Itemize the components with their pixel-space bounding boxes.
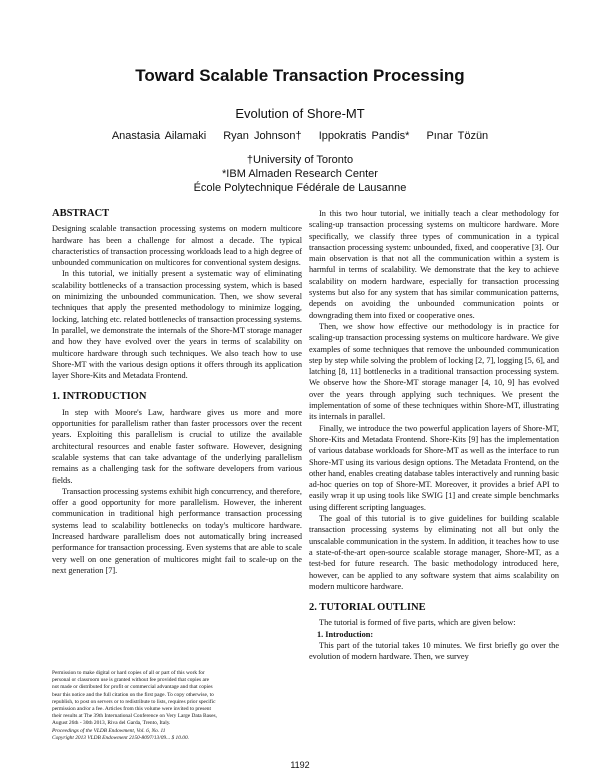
affiliation: *IBM Almaden Research Center: [222, 168, 378, 180]
author: Ryan Johnson†: [223, 130, 302, 142]
affiliation: †University of Toronto: [246, 154, 354, 166]
permission-notice: [52, 670, 302, 742]
paper-subtitle: Evolution of Shore-MT: [235, 106, 365, 121]
permission-line: August 26th - 30th 2013, Riva del Garda, Trento, Italy.: [52, 720, 171, 727]
body-paragraph: In this two hour tutorial, we initially teach a clear methodology for scaling-up transaction processing systems on multicore hardware. More specifically, we classify three types of communication in a typical transaction processing system: unbounded, fixed, and cooperative [3]. Our main observation is that not all the communication within a system is harmful in terms of scalability. We demonstrate that the key to achieve scalability on modern hardware, especially for transaction processing systems but also for any system that has similar communication patterns, depends on avoiding the unbounded communication points or downgrading them into fixed or cooperative ones.: [309, 209, 559, 320]
outline-heading: 2. TUTORIAL OUTLINE: [309, 602, 426, 614]
body-paragraph: The goal of this tutorial is to give guidelines for building scalable transaction processing systems by eliminating not all but only the unscalable communication in the system. In addition, it teaches how to use a state-of-the-art open-source scalable storage manager, Shore-MT, as a test-bed for future research. The basic methodology introduced here, however, can be applied to any software system that aims scalability on modern multicore hardware.: [309, 514, 559, 591]
permission-line: bear this notice and the full citation on the first page. To copy otherwise, to: [52, 691, 214, 698]
body-paragraph: Finally, we introduce the two powerful application layers of Shore-MT, Shore-Kits and Metadata Frontend. Shore-Kits [9] has the implementation of various database workloads for Shore-MT as well as the interface to run Shore-MT using its various design options. The Metadata Frontend, on the other hand, enables creating database tables interactively and running basic ad-hoc queries on top of Shore-MT. Moreover, it provides a brief API to easily wrap it up using tools like SWIG [1] and create simple benchmarks using different scripting languages.: [309, 423, 559, 512]
introduction-heading: 1. INTRODUCTION: [52, 391, 147, 403]
abstract-paragraph: In this tutorial, we initially present a systematic way of eliminating scalability bottlenecks of a transaction processing system, which is based on minimizing the unbounded communication. Then, we show several techniques that apply the presented methodology to minimize logging, locking, latching etc. related bottlenecks of transaction processing systems. In parallel, we demonstrate the internals of the Shore-MT storage manager and how they have evolved over the years in terms of scalability on multicore hardware through such techniques. We also teach how to use Shore-MT with the various design options it offers through its application layer Shore-Kits and Metadata Frontend.: [52, 269, 302, 381]
permission-line: their results at The 39th International Conference on Very Large Data Bases,: [52, 713, 217, 720]
author-list: [0, 130, 600, 142]
left-column: [52, 208, 302, 576]
right-column: [309, 208, 559, 663]
author: Anastasia Ailamaki: [111, 130, 207, 142]
body-paragraph: Then, we show how effective our methodology is in practice for scaling-up transaction processing systems on multicore hardware. We give examples of some techniques that remove the unbounded communication step by step while solving the problem of locking [2, 7], logging [5, 6], and latching [8, 11] bottlenecks in a traditional transaction processing system. We observe how the Shore-MT storage manager [4, 10, 9] has evolved over the years through applying such techniques. We present the implementation of some of these techniques within Shore-MT, illustrating its internals in parallel.: [309, 321, 559, 422]
body-paragraph: The tutorial is formed of five parts, which are given below:: [319, 618, 516, 628]
outline-subheading: 1. Introduction:: [317, 629, 374, 639]
paper-title: Toward Scalable Transaction Processing: [135, 66, 465, 85]
permission-line: Proceedings of the VLDB Endowment, Vol. 6, No. 11: [52, 727, 166, 734]
abstract-paragraph: Designing scalable transaction processing systems on modern multicore hardware has been a challenge for almost a decade. The typical characteristics of transaction processing workloads lead to a high degree of unbounded communication on multicores for conventional system designs.: [52, 224, 302, 268]
permission-line: personal or classroom use is granted without fee provided that copies are: [52, 677, 210, 684]
permission-line: Copyright 2013 VLDB Endowment 2150-8097/13/09... $ 10.00.: [52, 734, 190, 741]
permission-line: Permission to make digital or hard copies of all or part of this work for: [52, 670, 205, 676]
body-paragraph: In step with Moore's Law, hardware gives us more and more opportunities for parallelism rather than faster processors over the recent years. Exploiting this parallelism is crucial to utilize the available architectural resources and enable faster software. However, designing scalable systems that can take advantage of the underlying parallelism remains as a challenging task for the software developers from various fields.: [52, 407, 302, 485]
permission-line: permission and/or a fee. Articles from this volume were invited to present: [52, 706, 211, 713]
body-paragraph: This part of the tutorial takes 10 minutes. We first briefly go over the evolution of modern hardware. Then, we survey: [309, 640, 559, 662]
page-number: 1192: [290, 760, 310, 770]
affiliation: École Polytechnique Fédérale de Lausanne: [193, 182, 407, 194]
permission-line: republish, to post on servers or to redistribute to lists, requires prior specific: [52, 698, 216, 705]
author: Ippokratis Pandis*: [318, 130, 410, 142]
abstract-heading: ABSTRACT: [52, 208, 110, 219]
body-paragraph: Transaction processing systems exhibit high concurrency, and therefore, offer a good opportunity for more parallelism. However, the inherent communication in traditional high performance transaction processing systems lead to scalability bottlenecks on today's multicore hardware. Increased hardware parallelism does not automatically bring increased performance for transaction processing. Even systems that are able to scale very well on one generation of multicores might fail to scale-up on the next generation [7].: [52, 486, 302, 575]
author: Pınar Tözün: [426, 130, 489, 142]
permission-line: not made or distributed for profit or commercial advantage and that copies: [52, 684, 213, 691]
